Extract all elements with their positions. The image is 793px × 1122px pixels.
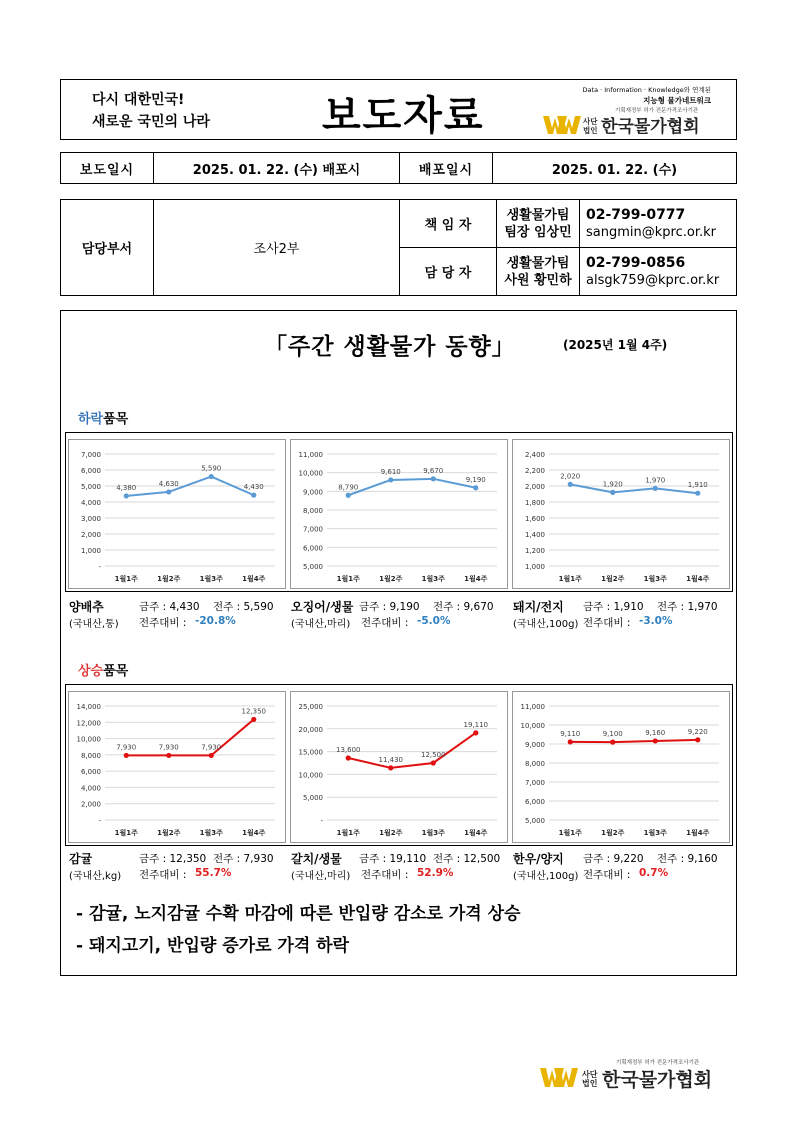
contact-team: 생활물가팀 — [506, 255, 570, 271]
item-name: 돼지/전지 — [513, 600, 564, 614]
data-label: 9,220 — [687, 727, 708, 736]
x-tick-label: 1월3주 — [199, 829, 223, 837]
item-name: 오징어/생물 — [291, 600, 354, 614]
data-point — [473, 730, 478, 735]
kprc-logo — [543, 104, 728, 136]
slogan-line-2: 새로운 국민의 나라 — [92, 114, 210, 130]
chart-svg — [69, 440, 285, 588]
data-label: 9,190 — [465, 475, 486, 484]
tagline: Data · Information · Knowledge와 연계된 — [582, 86, 711, 94]
change-label: 전주대비 : — [361, 617, 409, 629]
y-tick-label: 2,200 — [524, 467, 545, 475]
change-label: 전주대비 : — [139, 869, 187, 881]
contact-team-cell — [497, 248, 580, 296]
data-point — [610, 740, 615, 745]
data-point — [251, 717, 256, 722]
x-tick-label: 1월2주 — [379, 829, 403, 837]
last-week-price: 전주 : 9,160 — [657, 853, 718, 865]
logo-name: 한국물가협회 — [601, 117, 700, 136]
chart-svg — [513, 692, 729, 842]
series-line — [348, 479, 476, 495]
kprc-logo-icon — [540, 1056, 740, 1090]
y-tick-label: 14,000 — [76, 703, 101, 711]
data-point — [209, 753, 214, 758]
price-info — [513, 850, 733, 884]
logo-name: 한국물가협회 — [602, 1069, 713, 1090]
page-title: 보도자료 — [322, 93, 485, 139]
change-percent: -3.0% — [639, 615, 673, 627]
change-label: 전주대비 : — [583, 869, 631, 881]
y-tick-label: 5,000 — [302, 563, 323, 571]
item-name: 양배추 — [69, 600, 104, 614]
release-value: 2025. 01. 22. (수) 배포시 — [154, 153, 400, 184]
summary-note: - 돼지고기, 반입량 증가로 가격 하락 — [76, 936, 350, 956]
data-label: 7,930 — [116, 743, 137, 752]
contact-role: 책 임 자 — [400, 200, 497, 248]
x-tick-label: 1월2주 — [157, 829, 181, 837]
y-tick-label: 20,000 — [298, 725, 323, 734]
y-tick-label: 4,000 — [80, 784, 101, 793]
change-percent: -5.0% — [417, 615, 451, 627]
x-tick-label: 1월4주 — [242, 575, 266, 583]
data-label: 9,100 — [602, 730, 623, 739]
y-tick-label: 4,000 — [80, 499, 101, 507]
change-percent: 0.7% — [639, 867, 669, 879]
contact-table — [60, 199, 737, 296]
y-tick-label: 7,000 — [524, 779, 545, 787]
price-chart — [68, 439, 286, 589]
chart-svg — [69, 692, 285, 842]
y-tick-label: 9,000 — [524, 741, 545, 749]
y-tick-label: 6,000 — [80, 768, 101, 777]
data-point — [346, 493, 351, 498]
y-tick-label: 6,000 — [302, 544, 323, 553]
contact-team: 생활물가팀 — [506, 207, 570, 223]
data-point — [610, 490, 615, 495]
y-tick-label: 2,000 — [524, 483, 545, 491]
y-tick-label: 6,000 — [80, 467, 101, 475]
price-info — [291, 598, 511, 632]
change-label: 전주대비 : — [361, 869, 409, 881]
data-label: 2,020 — [560, 472, 581, 481]
x-tick-label: 1월1주 — [114, 829, 138, 837]
y-tick-label: 1,600 — [524, 515, 545, 523]
y-tick-label: 8,000 — [80, 751, 101, 760]
y-tick-label: 10,000 — [520, 722, 545, 730]
section-falling-items — [78, 408, 128, 427]
change-percent: 52.9% — [417, 867, 454, 879]
distribution-label: 배포일시 — [400, 153, 493, 184]
footer-logo — [540, 1056, 740, 1090]
price-chart — [290, 439, 508, 589]
report-title: 「주간 생활물가 동향」 — [264, 334, 516, 360]
summary-note: - 감귤, 노지감귤 수확 마감에 따른 반입량 감소로 가격 상승 — [76, 904, 521, 924]
y-tick-label: 6,000 — [524, 798, 545, 806]
y-tick-label: 25,000 — [298, 703, 323, 711]
data-label: 4,630 — [158, 479, 179, 488]
contact-info-cell — [580, 248, 737, 296]
x-tick-label: 1월4주 — [464, 575, 488, 583]
y-tick-label: 5,000 — [524, 817, 545, 825]
last-week-price: 전주 : 7,930 — [213, 853, 274, 865]
item-name: 갈치/생물 — [291, 852, 342, 866]
report-date: (2025년 1월 4주) — [563, 338, 668, 352]
last-week-price: 전주 : 12,500 — [433, 853, 501, 865]
item-name: 한우/양지 — [513, 852, 564, 866]
data-label: 9,110 — [560, 729, 581, 738]
y-tick-label: 3,000 — [80, 515, 101, 523]
this-week-price: 금주 : 9,220 — [583, 853, 644, 865]
x-tick-label: 1월4주 — [464, 829, 488, 837]
x-tick-label: 1월3주 — [643, 575, 667, 583]
y-tick-label: 5,000 — [302, 794, 323, 803]
distribution-value: 2025. 01. 22. (수) — [493, 153, 737, 184]
data-label: 11,430 — [378, 755, 403, 764]
item-unit: (국내산,마리) — [291, 619, 351, 630]
this-week-price: 금주 : 4,430 — [139, 601, 200, 613]
data-label: 7,930 — [158, 743, 179, 752]
y-tick-label: 2,000 — [80, 800, 101, 809]
chart-svg — [513, 440, 729, 588]
logo-subtitle: 기획재정부 허가 전문가격조사기관 — [615, 108, 699, 114]
data-label: 9,670 — [423, 466, 444, 475]
series-line — [348, 733, 476, 768]
data-label: 19,110 — [463, 720, 488, 729]
y-tick-label: 9,000 — [302, 488, 323, 497]
data-label: 9,610 — [380, 467, 401, 476]
y-tick-label: 1,000 — [524, 563, 545, 571]
logo-prefix-bottom: 법인 — [583, 126, 598, 135]
change-label: 전주대비 : — [583, 617, 631, 629]
data-label: 4,430 — [243, 483, 264, 492]
price-info — [69, 850, 289, 884]
data-point — [568, 482, 573, 487]
data-label: 1,920 — [602, 480, 623, 489]
x-tick-label: 1월1주 — [336, 829, 360, 837]
kprc-logo-icon — [543, 104, 728, 136]
series-line — [570, 740, 698, 742]
y-tick-label: 11,000 — [520, 703, 545, 711]
data-point — [568, 739, 573, 744]
slogan — [92, 89, 210, 133]
y-tick-label: - — [320, 817, 323, 825]
data-label: 5,590 — [201, 464, 222, 473]
slogan-line-1: 다시 대한민국! — [92, 92, 185, 108]
x-tick-label: 1월3주 — [199, 575, 223, 583]
last-week-price: 전주 : 9,670 — [433, 601, 494, 613]
y-tick-label: 12,000 — [76, 719, 101, 728]
data-point — [473, 485, 478, 490]
logo-prefix-top: 사단 — [583, 117, 598, 126]
price-info — [291, 850, 511, 884]
section-suffix: 품목 — [103, 412, 129, 427]
data-label: 7,930 — [201, 743, 222, 752]
x-tick-label: 1월2주 — [157, 575, 181, 583]
item-unit: (국내산,통) — [69, 619, 119, 630]
contact-email[interactable]: sangmin@kprc.or.kr — [586, 224, 716, 240]
data-point — [431, 476, 436, 481]
chart-svg — [291, 692, 507, 842]
x-tick-label: 1월2주 — [601, 575, 625, 583]
dept-label: 담당부서 — [61, 200, 154, 296]
y-tick-label: 1,200 — [524, 547, 545, 555]
logo-subtitle: 기획재정부 허가 전문가격조사기관 — [616, 1060, 700, 1066]
item-unit: (국내산,마리) — [291, 871, 351, 882]
contact-email[interactable]: alsgk759@kprc.or.kr — [586, 272, 720, 288]
this-week-price: 금주 : 1,910 — [583, 601, 644, 613]
x-tick-label: 1월3주 — [421, 829, 445, 837]
y-tick-label: 10,000 — [298, 771, 323, 780]
y-tick-label: 2,000 — [80, 531, 101, 539]
price-chart — [290, 691, 508, 843]
item-unit: (국내산,100g) — [513, 619, 579, 630]
data-point — [251, 493, 256, 498]
data-point — [388, 765, 393, 770]
data-label: 8,790 — [338, 483, 359, 492]
contact-team-cell — [497, 200, 580, 248]
y-tick-label: 11,000 — [298, 451, 323, 459]
item-unit: (국내산,kg) — [69, 871, 122, 882]
y-tick-label: 7,000 — [80, 451, 101, 459]
section-suffix: 품목 — [103, 664, 129, 679]
this-week-price: 금주 : 19,110 — [359, 853, 427, 865]
contact-person: 사원 황민하 — [504, 272, 572, 288]
contact-person: 팀장 임상민 — [504, 224, 572, 240]
x-tick-label: 1월2주 — [379, 575, 403, 583]
section-highlight: 하락 — [78, 412, 104, 427]
x-tick-label: 1월2주 — [601, 829, 625, 837]
y-tick-label: 7,000 — [302, 525, 323, 534]
y-tick-label: 10,000 — [298, 469, 323, 478]
data-point — [166, 489, 171, 494]
y-tick-label: 15,000 — [298, 748, 323, 757]
series-line — [126, 719, 254, 755]
data-point — [124, 753, 129, 758]
y-tick-label: - — [98, 563, 101, 571]
data-label: 13,600 — [336, 745, 361, 754]
x-tick-label: 1월1주 — [558, 575, 582, 583]
release-label: 보도일시 — [61, 153, 154, 184]
y-tick-label: 8,000 — [524, 760, 545, 768]
y-tick-label: 8,000 — [302, 507, 323, 515]
price-chart — [512, 691, 730, 843]
x-tick-label: 1월1주 — [336, 575, 360, 583]
section-highlight: 상승 — [78, 664, 104, 679]
data-point — [431, 760, 436, 765]
x-tick-label: 1월1주 — [558, 829, 582, 837]
this-week-price: 금주 : 9,190 — [359, 601, 420, 613]
x-tick-label: 1월3주 — [421, 575, 445, 583]
item-name: 감귤 — [69, 852, 93, 866]
section-rising-items — [78, 660, 128, 679]
data-point — [388, 477, 393, 482]
data-point — [166, 753, 171, 758]
price-info — [513, 598, 733, 632]
y-tick-label: 1,400 — [524, 531, 545, 539]
data-point — [653, 486, 658, 491]
data-label: 9,160 — [645, 728, 666, 737]
y-tick-label: 1,000 — [80, 547, 101, 555]
price-chart — [68, 691, 286, 843]
data-point — [124, 493, 129, 498]
data-label: 4,380 — [116, 483, 137, 492]
contact-phone: 02-799-0856 — [586, 254, 686, 271]
change-percent: -20.8% — [195, 615, 236, 627]
data-label: 12,500 — [421, 751, 446, 759]
data-point — [209, 474, 214, 479]
y-tick-label: 5,000 — [80, 483, 101, 491]
last-week-price: 전주 : 1,970 — [657, 601, 718, 613]
last-week-price: 전주 : 5,590 — [213, 601, 274, 613]
contact-info-cell — [580, 200, 737, 248]
price-info — [69, 598, 289, 632]
summary-notes — [76, 898, 521, 962]
item-unit: (국내산,100g) — [513, 871, 579, 882]
x-tick-label: 1월4주 — [686, 575, 710, 583]
this-week-price: 금주 : 12,350 — [139, 853, 207, 865]
x-tick-label: 1월3주 — [643, 829, 667, 837]
data-label: 1,910 — [687, 481, 708, 490]
y-tick-label: 1,800 — [524, 499, 545, 507]
contact-role: 담 당 자 — [400, 248, 497, 296]
price-chart — [512, 439, 730, 589]
data-point — [346, 755, 351, 760]
chart-svg — [291, 440, 507, 588]
y-tick-label: - — [98, 817, 101, 825]
y-tick-label: 10,000 — [76, 735, 101, 744]
logo-prefix-top: 사단 — [582, 1070, 598, 1079]
y-tick-label: 2,400 — [524, 451, 545, 459]
change-label: 전주대비 : — [139, 617, 187, 629]
change-percent: 55.7% — [195, 867, 232, 879]
data-label: 1,970 — [645, 476, 666, 485]
data-label: 12,350 — [241, 707, 266, 716]
x-tick-label: 1월4주 — [686, 829, 710, 837]
data-point — [653, 738, 658, 743]
x-tick-label: 1월4주 — [242, 829, 266, 837]
release-table — [60, 152, 737, 184]
logo-prefix-bottom: 법인 — [582, 1079, 598, 1088]
contact-phone: 02-799-0777 — [586, 206, 686, 223]
data-point — [695, 491, 700, 496]
x-tick-label: 1월1주 — [114, 575, 138, 583]
dept-value: 조사2부 — [154, 200, 400, 296]
data-point — [695, 737, 700, 742]
tagline-network: 지능형 물가네트워크 — [643, 96, 711, 105]
